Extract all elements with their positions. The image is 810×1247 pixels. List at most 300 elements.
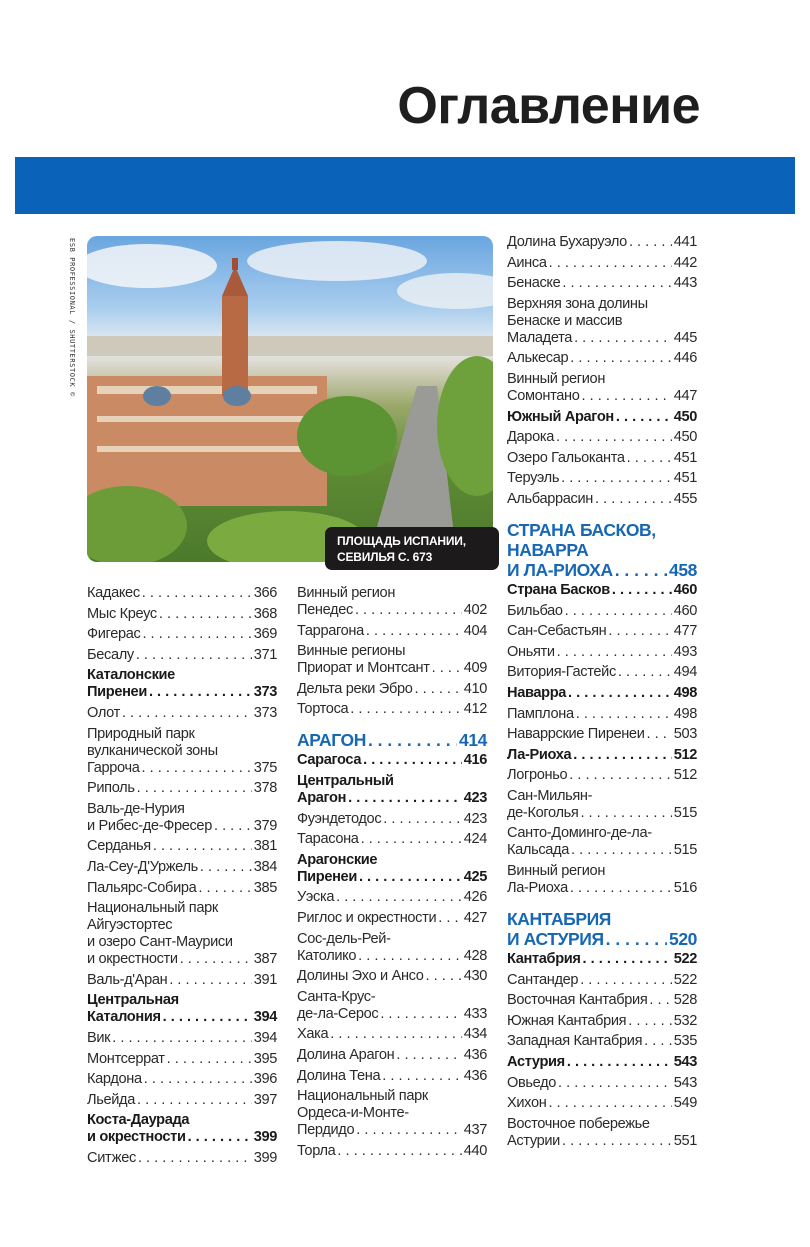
toc-page-number: 427 [463,909,487,926]
toc-page-number: 477 [673,623,697,640]
toc-entry-title: и окрестности [87,1129,186,1146]
toc-page-number: 498 [673,684,697,701]
toc-entry-title: Тортоса [297,701,349,718]
leader-dots [396,1047,461,1064]
leader-dots [426,968,462,985]
toc-entry-title: Ордеса-и-Монте- [297,1105,409,1122]
caption-line: СЕВИЛЬЯ С. 673 [337,550,433,564]
leader-dots [627,450,672,467]
toc-entry[interactable] [87,880,277,897]
toc-page-number: 375 [253,759,277,776]
toc-entry-title: Пиренеи [87,684,147,701]
leader-dots [122,705,252,722]
toc-page-number: 384 [253,858,277,875]
leader-dots [647,726,672,743]
toc-entry[interactable] [507,1075,697,1092]
toc-entry-title: Серданья [87,838,151,855]
toc-page-number: 515 [673,842,697,859]
leader-dots [562,275,671,292]
toc-entry-title: и озеро Сант-Мауриси [87,934,233,951]
leader-dots [188,1129,252,1146]
toc-page-number: 447 [673,387,697,404]
leader-dots [562,1133,672,1150]
toc-entry[interactable] [297,852,487,886]
toc-page-number: 434 [463,1026,487,1043]
toc-entry-title: Хака [297,1026,329,1043]
leader-dots [549,255,672,272]
leader-dots [558,1075,672,1092]
toc-entry[interactable] [87,859,277,876]
toc-entry-title: Фигерас [87,626,141,643]
leader-dots [167,1051,252,1068]
leader-dots [356,1122,461,1139]
toc-entry-title: НАВАРРА [507,539,589,560]
leader-dots [556,429,672,446]
toc-entry-title: Торла [297,1142,336,1159]
toc-entry-title: Сантандер [507,971,579,988]
leader-dots [163,1009,252,1026]
toc-entry-title: Южный Арагон [507,408,614,425]
toc-entry-title: Фуэндетодос [297,810,382,827]
toc-entry-title: Винный регион [507,863,606,880]
toc-entry-title: Наваррские Пиренеи [507,726,645,743]
leader-dots [573,747,671,764]
toc-page-number: 387 [253,951,277,968]
toc-section-heading[interactable] [507,909,697,949]
toc-entry[interactable] [507,491,697,508]
toc-column-3 [507,234,697,1153]
toc-page-number: 412 [463,701,487,718]
toc-entry-title: Каталония [87,1009,161,1026]
leader-dots [144,1071,252,1088]
leader-dots [142,626,251,643]
toc-entry[interactable] [507,747,697,764]
toc-entry-title: Таррагона [297,622,364,639]
photo-credit [62,238,82,428]
toc-entry[interactable] [297,701,487,718]
leader-dots [595,491,672,508]
toc-entry[interactable] [507,1033,697,1050]
leader-dots [571,842,672,859]
toc-page-number: 445 [673,329,697,346]
toc-entry-title: и Рибес-де-Фресер [87,817,212,834]
leader-dots [561,470,672,487]
toc-entry[interactable] [87,667,277,701]
toc-page-number: 441 [673,234,697,250]
leader-dots [137,1092,252,1109]
toc-entry-title: Кальсада [507,842,569,859]
toc-entry-title: Мыс Креус [87,605,157,622]
toc-entry[interactable] [507,371,697,405]
toc-page-number: 395 [253,1050,277,1067]
toc-page-number: 423 [463,789,487,806]
leader-dots [382,1068,461,1085]
leader-dots [348,790,462,807]
toc-entry-title: Южная Кантабрия [507,1012,627,1029]
toc-entry[interactable] [297,968,487,985]
toc-entry-title: Центральный [297,772,394,789]
toc-entry[interactable] [507,623,697,640]
toc-entry-title: Долина Тена [297,1067,381,1084]
toc-entry-title: Валь-де-Нурия [87,800,185,817]
toc-page-number: 430 [463,968,487,985]
toc-entry-title: Озеро Гальоканта [507,449,625,466]
leader-dots [615,560,667,580]
toc-entry[interactable] [297,989,487,1023]
toc-entry-title: Бенаске и массив [507,312,623,329]
toc-entry-title: Сан-Себастьян [507,623,607,640]
leader-dots [153,838,252,855]
toc-entry-title: Астурии [507,1132,560,1149]
toc-entry-title: Вик [87,1029,111,1046]
leader-dots [180,951,252,968]
leader-dots [438,910,461,927]
toc-entry[interactable] [297,643,487,677]
toc-entry[interactable] [297,1088,487,1139]
toc-entry[interactable] [87,780,277,797]
leader-dots [214,818,252,835]
toc-page-number: 460 [673,581,697,598]
leader-dots [159,606,252,623]
toc-entry[interactable] [297,1026,487,1043]
toc-section-heading[interactable] [297,730,487,750]
toc-page-number: 516 [673,880,697,897]
toc-entry[interactable] [297,910,487,927]
leader-dots [612,582,672,599]
toc-page-number: 399 [253,1149,277,1166]
toc-entry-title: Памплона [507,705,574,722]
toc-page-number: 503 [673,726,697,743]
toc-entry[interactable] [507,409,697,426]
toc-page-number: 391 [253,971,277,988]
toc-entry[interactable] [87,838,277,855]
toc-entry-title: Риполь [87,780,135,797]
toc-entry[interactable] [507,470,697,487]
toc-entry-title: Кардона [87,1071,142,1088]
leader-dots [618,664,672,681]
leader-dots [330,1026,461,1043]
toc-entry[interactable] [507,350,697,367]
toc-entry[interactable] [297,1068,487,1085]
toc-entry-title: Восточное побережье [507,1115,650,1132]
toc-entry[interactable] [297,811,487,828]
toc-entry[interactable] [297,1047,487,1064]
toc-page-number: 498 [673,705,697,722]
toc-page-number: 426 [463,889,487,906]
toc-entry[interactable] [507,972,697,989]
toc-entry[interactable] [87,900,277,968]
toc-entry[interactable] [507,603,697,620]
leader-dots [580,972,672,989]
toc-entry-title: АРАГОН [297,730,366,751]
toc-entry[interactable] [297,931,487,965]
toc-entry-title: Пердидо [297,1122,355,1139]
photo-caption [325,527,499,570]
toc-page-number: 425 [463,868,487,885]
toc-page-number: 512 [673,746,697,763]
toc-entry[interactable] [507,429,697,446]
toc-entry[interactable] [297,889,487,906]
toc-page-number: 436 [463,1046,487,1063]
leader-dots [570,350,671,367]
leader-dots [565,603,672,620]
leader-dots [608,623,671,640]
toc-entry[interactable] [507,992,697,1009]
leader-dots [337,1143,461,1160]
leader-dots [580,805,671,822]
toc-entry-title: Бильбао [507,602,563,619]
toc-page-number: 424 [463,831,487,848]
toc-entry[interactable] [87,705,277,722]
leader-dots [380,1006,461,1023]
leader-dots [570,880,672,897]
toc-entry-title: Овьедо [507,1074,557,1091]
toc-entry-title: де-Коголья [507,804,579,821]
leader-dots [574,330,672,347]
toc-entry-title: Сос-дель-Рей- [297,930,391,947]
toc-entry-title: Ла-Риоха [507,746,572,763]
toc-entry[interactable] [297,752,487,769]
toc-entry[interactable] [87,726,277,777]
toc-page-number: 543 [673,1074,697,1091]
toc-entry-title: И АСТУРИЯ [507,929,604,950]
toc-page-number: 515 [673,804,697,821]
toc-entry[interactable] [507,825,697,859]
toc-page-number: 394 [253,1009,277,1026]
toc-entry-title: Центральная [87,992,179,1009]
toc-entry[interactable] [297,1143,487,1160]
leader-dots [432,660,462,677]
toc-entry[interactable] [507,951,697,968]
leader-dots [198,880,251,897]
toc-page-number: 551 [673,1132,697,1149]
toc-entry[interactable] [507,726,697,743]
toc-page-number: 460 [673,602,697,619]
toc-entry-title: Винный регион [297,585,396,601]
toc-entry[interactable] [87,1051,277,1068]
toc-page-number: 404 [463,622,487,639]
toc-entry-title: Уэска [297,889,335,906]
toc-entry-title: Айгуэстортес [87,917,173,934]
leader-dots [568,685,672,702]
toc-entry-title: Бенаске [507,275,561,292]
leader-dots [355,602,462,619]
toc-entry-title: Валь-д'Аран [87,971,168,988]
toc-entry[interactable] [87,626,277,643]
toc-page-number: 433 [463,1005,487,1022]
toc-entry-title: Пальярс-Собира [87,879,197,896]
toc-entry[interactable] [507,296,697,347]
toc-entry-title: Монтсеррат [87,1050,165,1067]
toc-column-2 [297,585,487,1163]
toc-page-number: 443 [673,275,697,292]
leader-dots [415,681,462,698]
toc-page-number: 396 [253,1071,277,1088]
toc-entry-title: и окрестности [87,951,178,968]
toc-entry-title: Астурия [507,1054,565,1071]
leader-dots [383,811,461,828]
toc-entry[interactable] [87,1030,277,1047]
leader-dots [336,889,462,906]
toc-page-number: 450 [673,408,697,425]
toc-entry[interactable] [507,234,697,251]
toc-entry[interactable] [507,1013,697,1030]
toc-page-number: 416 [463,752,487,769]
toc-page-number: 366 [253,585,277,601]
toc-entry-title: Арагон [297,789,347,806]
toc-page-number: 446 [673,350,697,367]
toc-entry-title: Приорат и Монтсант [297,660,430,677]
toc-entry-title: Долина Арагон [297,1046,395,1063]
leader-dots [606,929,667,949]
leader-dots [112,1030,251,1047]
leader-dots [616,409,672,426]
toc-page-number: 522 [673,951,697,968]
toc-entry[interactable] [297,623,487,640]
toc-entry-title: СТРАНА БАСКОВ, [507,519,656,540]
toc-entry-title: Олот [87,704,120,721]
toc-page-number: 394 [253,1029,277,1046]
leader-dots [136,647,252,664]
toc-entry[interactable] [507,863,697,897]
toc-entry[interactable] [87,647,277,664]
leader-dots [137,780,252,797]
toc-entry[interactable] [507,706,697,723]
leader-dots [548,1095,671,1112]
leader-dots [368,730,457,750]
toc-entry[interactable] [507,582,697,599]
toc-entry[interactable] [507,664,697,681]
toc-page-number: 371 [253,646,277,663]
toc-entry-title: И ЛА-РИОХА [507,559,613,580]
toc-entry[interactable] [507,450,697,467]
toc-entry-title: Логроньо [507,767,568,784]
toc-page-number: 409 [463,660,487,677]
toc-entry-title: Витория-Гастейс [507,664,616,681]
toc-entry[interactable] [297,831,487,848]
page-title: Оглавление [397,77,700,135]
toc-entry-title: Дельта реки Эбро [297,680,413,697]
toc-page-number: 455 [673,490,697,507]
toc-entry-title: Дарока [507,429,554,446]
toc-section-heading[interactable] [507,520,697,580]
toc-page-number: 458 [669,559,697,580]
toc-page-number: 397 [253,1091,277,1108]
plaza-de-espana-illustration [87,236,493,562]
photo-credit-text: ESB PROFESSIONAL / SHUTTERSTOCK © [68,238,76,397]
toc-page-number: 378 [253,780,277,797]
leader-dots [569,767,671,784]
toc-entry-title: Сомонтано [507,387,580,404]
toc-entry-title: Коста-Даурада [87,1112,190,1129]
toc-entry[interactable] [507,255,697,272]
toc-entry[interactable] [507,685,697,702]
toc-page-number: 385 [253,879,277,896]
leader-dots [350,701,461,718]
toc-entry[interactable] [507,788,697,822]
toc-entry[interactable] [87,1071,277,1088]
toc-entry-title: Сан-Мильян- [507,787,593,804]
leader-dots [649,992,671,1009]
toc-entry-title: Верхняя зона долины [507,295,648,312]
toc-entry[interactable] [507,1116,697,1150]
toc-entry-title: Долины Эхо и Ансо [297,968,424,985]
toc-entry-title: КАНТАБРИЯ [507,909,611,930]
header-color-bar [15,157,795,214]
toc-entry-title: Арагонские [297,851,378,868]
toc-page-number: 423 [463,810,487,827]
toc-entry-title: Хихон [507,1095,547,1112]
leader-dots [361,831,462,848]
toc-entry[interactable] [87,1092,277,1109]
toc-page-number: 451 [673,449,697,466]
toc-entry-title: Оньяти [507,643,555,660]
toc-entry[interactable] [507,1054,697,1071]
leader-dots [557,644,672,661]
leader-dots [359,869,462,886]
toc-entry[interactable] [507,767,697,784]
leader-dots [644,1033,672,1050]
toc-page-number: 512 [673,767,697,784]
toc-page-number: 373 [253,704,277,721]
toc-entry[interactable] [507,275,697,292]
toc-entry-title: Сарагоса [297,752,362,769]
toc-entry[interactable] [87,585,277,602]
toc-entry[interactable] [87,992,277,1026]
toc-entry-title: Долина Бухаруэло [507,234,627,250]
toc-page-number: 437 [463,1122,487,1139]
toc-page-number: 549 [673,1095,697,1112]
leader-dots [582,388,672,405]
toc-entry[interactable] [87,1150,277,1167]
toc-entry[interactable] [297,585,487,619]
toc-page-number: 494 [673,664,697,681]
toc-entry[interactable] [87,606,277,623]
toc-entry-title: Западная Кантабрия [507,1033,643,1050]
toc-page-number: 368 [253,605,277,622]
toc-page-number: 436 [463,1067,487,1084]
toc-page-number: 522 [673,971,697,988]
leader-dots [363,752,462,769]
toc-entry-title: Наварра [507,684,567,701]
leader-dots [629,234,672,251]
leader-dots [583,951,672,968]
toc-entry[interactable] [87,801,277,835]
toc-entry-title: Кадакес [87,585,140,601]
caption-line: ПЛОЩАДЬ ИСПАНИИ, [337,534,466,548]
toc-entry[interactable] [297,681,487,698]
leader-dots [142,760,252,777]
toc-page-number: 440 [463,1142,487,1159]
toc-entry[interactable] [297,773,487,807]
leader-dots [138,1150,252,1167]
toc-entry-title: Национальный парк [87,900,218,917]
toc-entry[interactable] [87,972,277,989]
toc-page-number: 369 [253,626,277,643]
toc-page-number: 520 [669,929,697,950]
toc-entry[interactable] [507,644,697,661]
leader-dots [169,972,251,989]
toc-entry-title: де-ла-Серос [297,1005,379,1022]
toc-entry-title: Восточная Кантабрия [507,992,648,1009]
toc-entry[interactable] [507,1095,697,1112]
toc-entry-title: Аинса [507,254,547,271]
toc-entry[interactable] [87,1112,277,1146]
toc-entry-title: Санто-Доминго-де-ла- [507,825,652,842]
toc-page-number: 373 [253,684,277,701]
toc-page-number: 528 [673,992,697,1009]
toc-page-number: 532 [673,1012,697,1029]
